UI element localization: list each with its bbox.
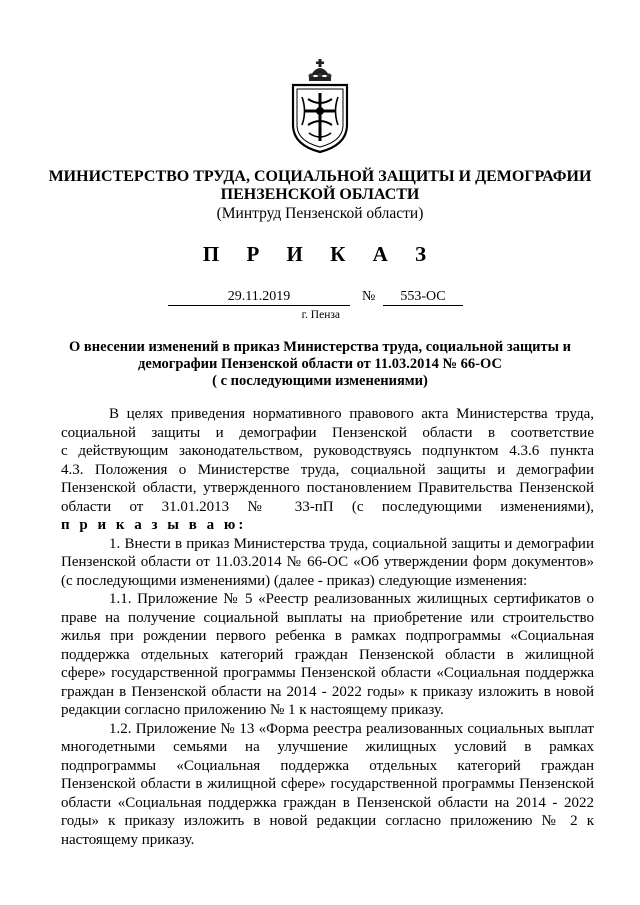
text-line: граждан в Пензенской области на 2014 - 2022 годы» к приказу изложить в новой xyxy=(61,683,594,700)
text-line: жилья при рождении первого ребенка в рамках подпрограммы «Социальная xyxy=(61,628,594,644)
paragraph-preamble xyxy=(61,405,594,535)
text-line: (с последующими изменениями) (далее - приказ) следующие изменения: xyxy=(61,572,528,589)
text-line: области «Социальная поддержка граждан в Пензенской области на 2014 - 2022 xyxy=(61,794,594,811)
text-line: поддержка отдельных категорий граждан Пензенской области в жилищной xyxy=(61,646,594,663)
text-line: В целях приведения нормативного правового акта Министерства труда, xyxy=(109,406,594,422)
number-sign: № xyxy=(362,289,376,304)
text-line: сфере» государственной программы Пензенской области «Социальная поддержка xyxy=(61,665,594,681)
text-line: 1.2. Приложение № 13 «Форма реестра реализованных социальных выплат xyxy=(109,720,594,737)
organization-short-name: (Минтруд Пензенской области) xyxy=(216,205,424,222)
text-line: Пензенской области, утвержденного постановлением Правительства Пензенской xyxy=(61,480,594,496)
city-name: г. Пенза xyxy=(301,309,340,321)
text-line: редакции согласно приложению № 1 к настоящему приказу. xyxy=(61,702,444,718)
subject-line2: демографии Пензенской области от 11.03.2014 № 66-ОС xyxy=(138,356,502,372)
text-line: социальной защиты и демографии Пензенской области в соответствие xyxy=(61,424,594,441)
order-number: 553-ОС xyxy=(383,289,463,306)
text-line: области от 31.01.2013 № 33-пП (с последующими изменениями), xyxy=(61,498,594,515)
text-line: Пензенской области в жилищной сфере» государственной программы Пензенской xyxy=(61,776,594,792)
orders-word-line xyxy=(61,516,594,535)
subject-line1: О внесении изменений в приказ Министерства труда, социальной защиты и xyxy=(69,339,571,355)
text-line: подпрограммы «Социальная поддержка отдельных категорий граждан xyxy=(61,757,594,774)
text-line: 1.1. Приложение № 5 «Реестр реализованных жилищных сертификатов о xyxy=(109,591,594,607)
date-number-row xyxy=(0,289,640,309)
text-line: Пензенской области от 11.03.2014 № 66-ОС «Об утверждении форм документов» xyxy=(61,554,594,570)
text-line: праве на получение социальной выплаты на приобретение или строительство xyxy=(61,609,594,626)
text-line: многодетными семьями на улучшение жилищных условий в рамках xyxy=(61,739,594,755)
order-date: 29.11.2019 xyxy=(168,289,350,306)
text-line: настоящему приказу. xyxy=(61,831,195,848)
subject-line3: ( с последующими изменениями) xyxy=(212,373,428,389)
text-line: годы» к приказу изложить в новой редакции согласно приложению № 2 к xyxy=(61,813,594,829)
text-line: с действующим законодательством, руководствуясь подпунктом 4.3.6 пункта xyxy=(61,443,594,459)
organization-name-line1: МИНИСТЕРСТВО ТРУДА, СОЦИАЛЬНОЙ ЗАЩИТЫ И ДЕМОГРАФИИ xyxy=(48,168,592,185)
coat-of-arms-emblem xyxy=(289,55,351,155)
organization-name-line2: ПЕНЗЕНСКОЙ ОБЛАСТИ xyxy=(220,186,420,203)
text-line: 4.3. Положения о Министерстве труда, социальной защиты и демографии xyxy=(61,461,594,478)
orders-word: п р и к а з ы в а ю: xyxy=(61,517,247,533)
paragraph-item-1 xyxy=(61,535,594,591)
paragraph-item-1-2 xyxy=(61,720,594,850)
document-type-title: П Р И К А З xyxy=(202,242,438,266)
paragraph-item-1-1 xyxy=(61,590,594,720)
text-line: 1. Внести в приказ Министерства труда, социальной защиты и демографии xyxy=(109,535,594,552)
